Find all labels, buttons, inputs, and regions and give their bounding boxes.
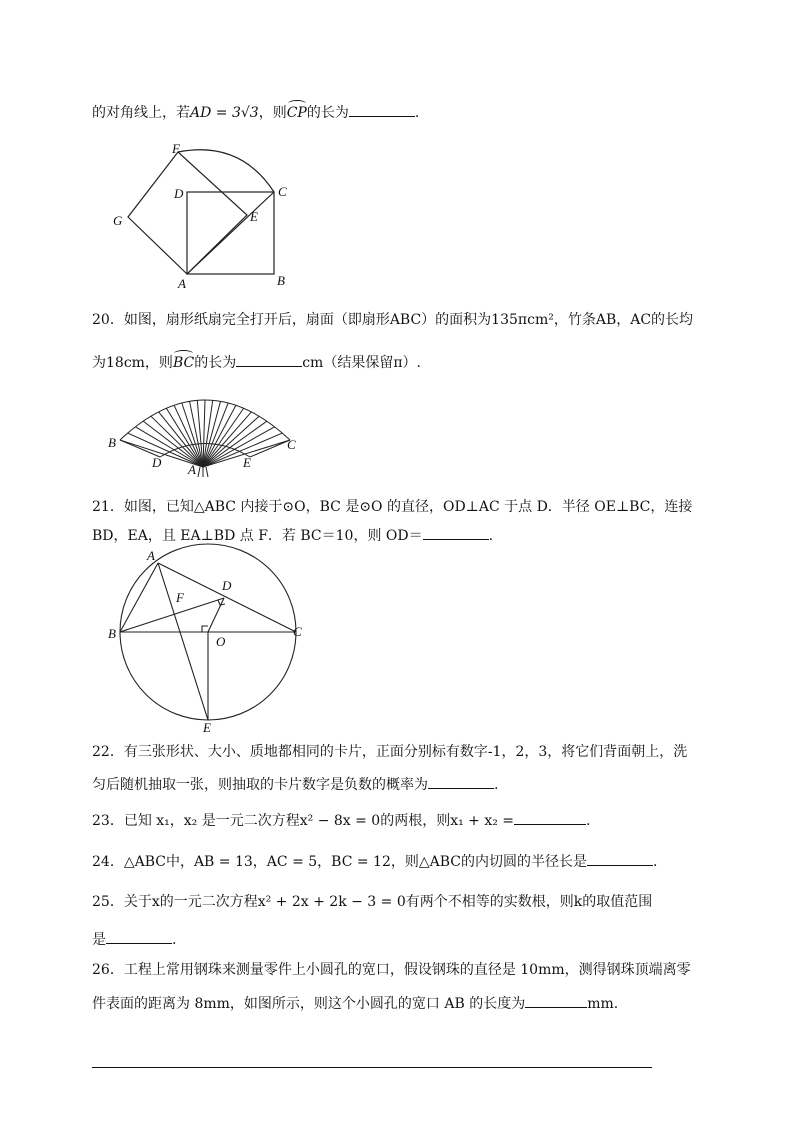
q21-figure <box>100 548 320 733</box>
arc-fc <box>178 150 274 192</box>
label-D: D <box>174 186 184 201</box>
q20-figure <box>100 385 310 485</box>
q21-line2: BD，EA，且 EA⊥BD 点 F．若 BC＝10，则 OD＝ . <box>92 525 493 546</box>
q20-line1: 20．如图，扇形纸扇完全打开后，扇面（即扇形ABC）的面积为135πcm²，竹条AB，AC的长均 <box>92 312 694 328</box>
q26-line1: 26．工程上常用钢珠来测量零件上小圆孔的宽口，假设钢珠的直径是 10mm，测得钢珠顶端离零 <box>92 962 691 978</box>
label-A: A <box>178 276 186 291</box>
q20-arc-bc: BC <box>172 355 195 371</box>
label-E: E <box>203 720 211 735</box>
label-A: A <box>188 462 196 477</box>
q25-line1: 25．关于x的一元二次方程x² + 2x + 2k − 3 = 0有两个不相等的实数根，则k的取值范围 <box>92 894 653 910</box>
q19-math: AD = 3√3 <box>190 105 259 121</box>
label-D: D <box>222 578 232 593</box>
label-F: F <box>172 141 180 156</box>
q25-answer-blank[interactable] <box>106 929 172 944</box>
footer-rule <box>92 1067 652 1068</box>
q23-line: 23．已知 x₁，x₂ 是一元二次方程x² − 8x = 0的两根，则x₁ + x₂ = . <box>92 810 591 831</box>
label-O: O <box>216 634 226 649</box>
label-C: C <box>293 624 302 639</box>
label-A: A <box>147 548 155 563</box>
q23-answer-blank[interactable] <box>514 810 586 825</box>
q20-line2: 为18cm，则BC的长为 cm（结果保留π）. <box>92 352 421 373</box>
q22-answer-blank[interactable] <box>428 774 494 789</box>
q19-figure <box>100 135 310 295</box>
label-B: B <box>108 626 116 641</box>
q22-line2: 匀后随机抽取一张，则抽取的卡片数字是负数的概率为 . <box>92 774 498 795</box>
q21-line1: 21．如图，已知△ABC 内接于⊙O，BC 是⊙O 的直径，OD⊥AC 于点 D．半径 OE⊥BC，连接 <box>92 499 693 515</box>
label-E: E <box>243 455 251 470</box>
q22-line1: 22．有三张形状、大小、质地都相同的卡片，正面分别标有数字-1，2，3，将它们背面朝上，洗 <box>92 744 688 760</box>
label-D: D <box>152 455 162 470</box>
fan-rib <box>166 408 203 467</box>
label-B: B <box>108 435 116 450</box>
q25-line2: 是 . <box>92 929 176 950</box>
q20-answer-blank[interactable] <box>236 352 302 367</box>
label-F: F <box>176 590 184 605</box>
label-C: C <box>278 184 287 199</box>
q26-answer-blank[interactable] <box>525 993 587 1008</box>
fan-rib <box>135 427 203 467</box>
q19-arc-cp: CP <box>286 105 307 121</box>
q19-answer-blank[interactable] <box>349 102 415 117</box>
q24-answer-blank[interactable] <box>587 851 653 866</box>
q24-line: 24．△ABC中，AB = 13，AC = 5，BC = 12，则△ABC的内切圆的半径长是 . <box>92 851 657 872</box>
q19-text: 的对角线上，若AD = 3√3，则CP的长为 . <box>92 102 419 123</box>
label-B: B <box>277 273 285 288</box>
label-C: C <box>287 437 296 452</box>
q26-line2: 件表面的距离为 8mm，如图所示，则这个小圆孔的宽口 AB 的长度为 mm. <box>92 993 618 1014</box>
fan-ribs <box>120 400 290 467</box>
label-E: E <box>250 209 258 224</box>
q21-answer-blank[interactable] <box>423 525 489 540</box>
label-G: G <box>113 213 123 228</box>
